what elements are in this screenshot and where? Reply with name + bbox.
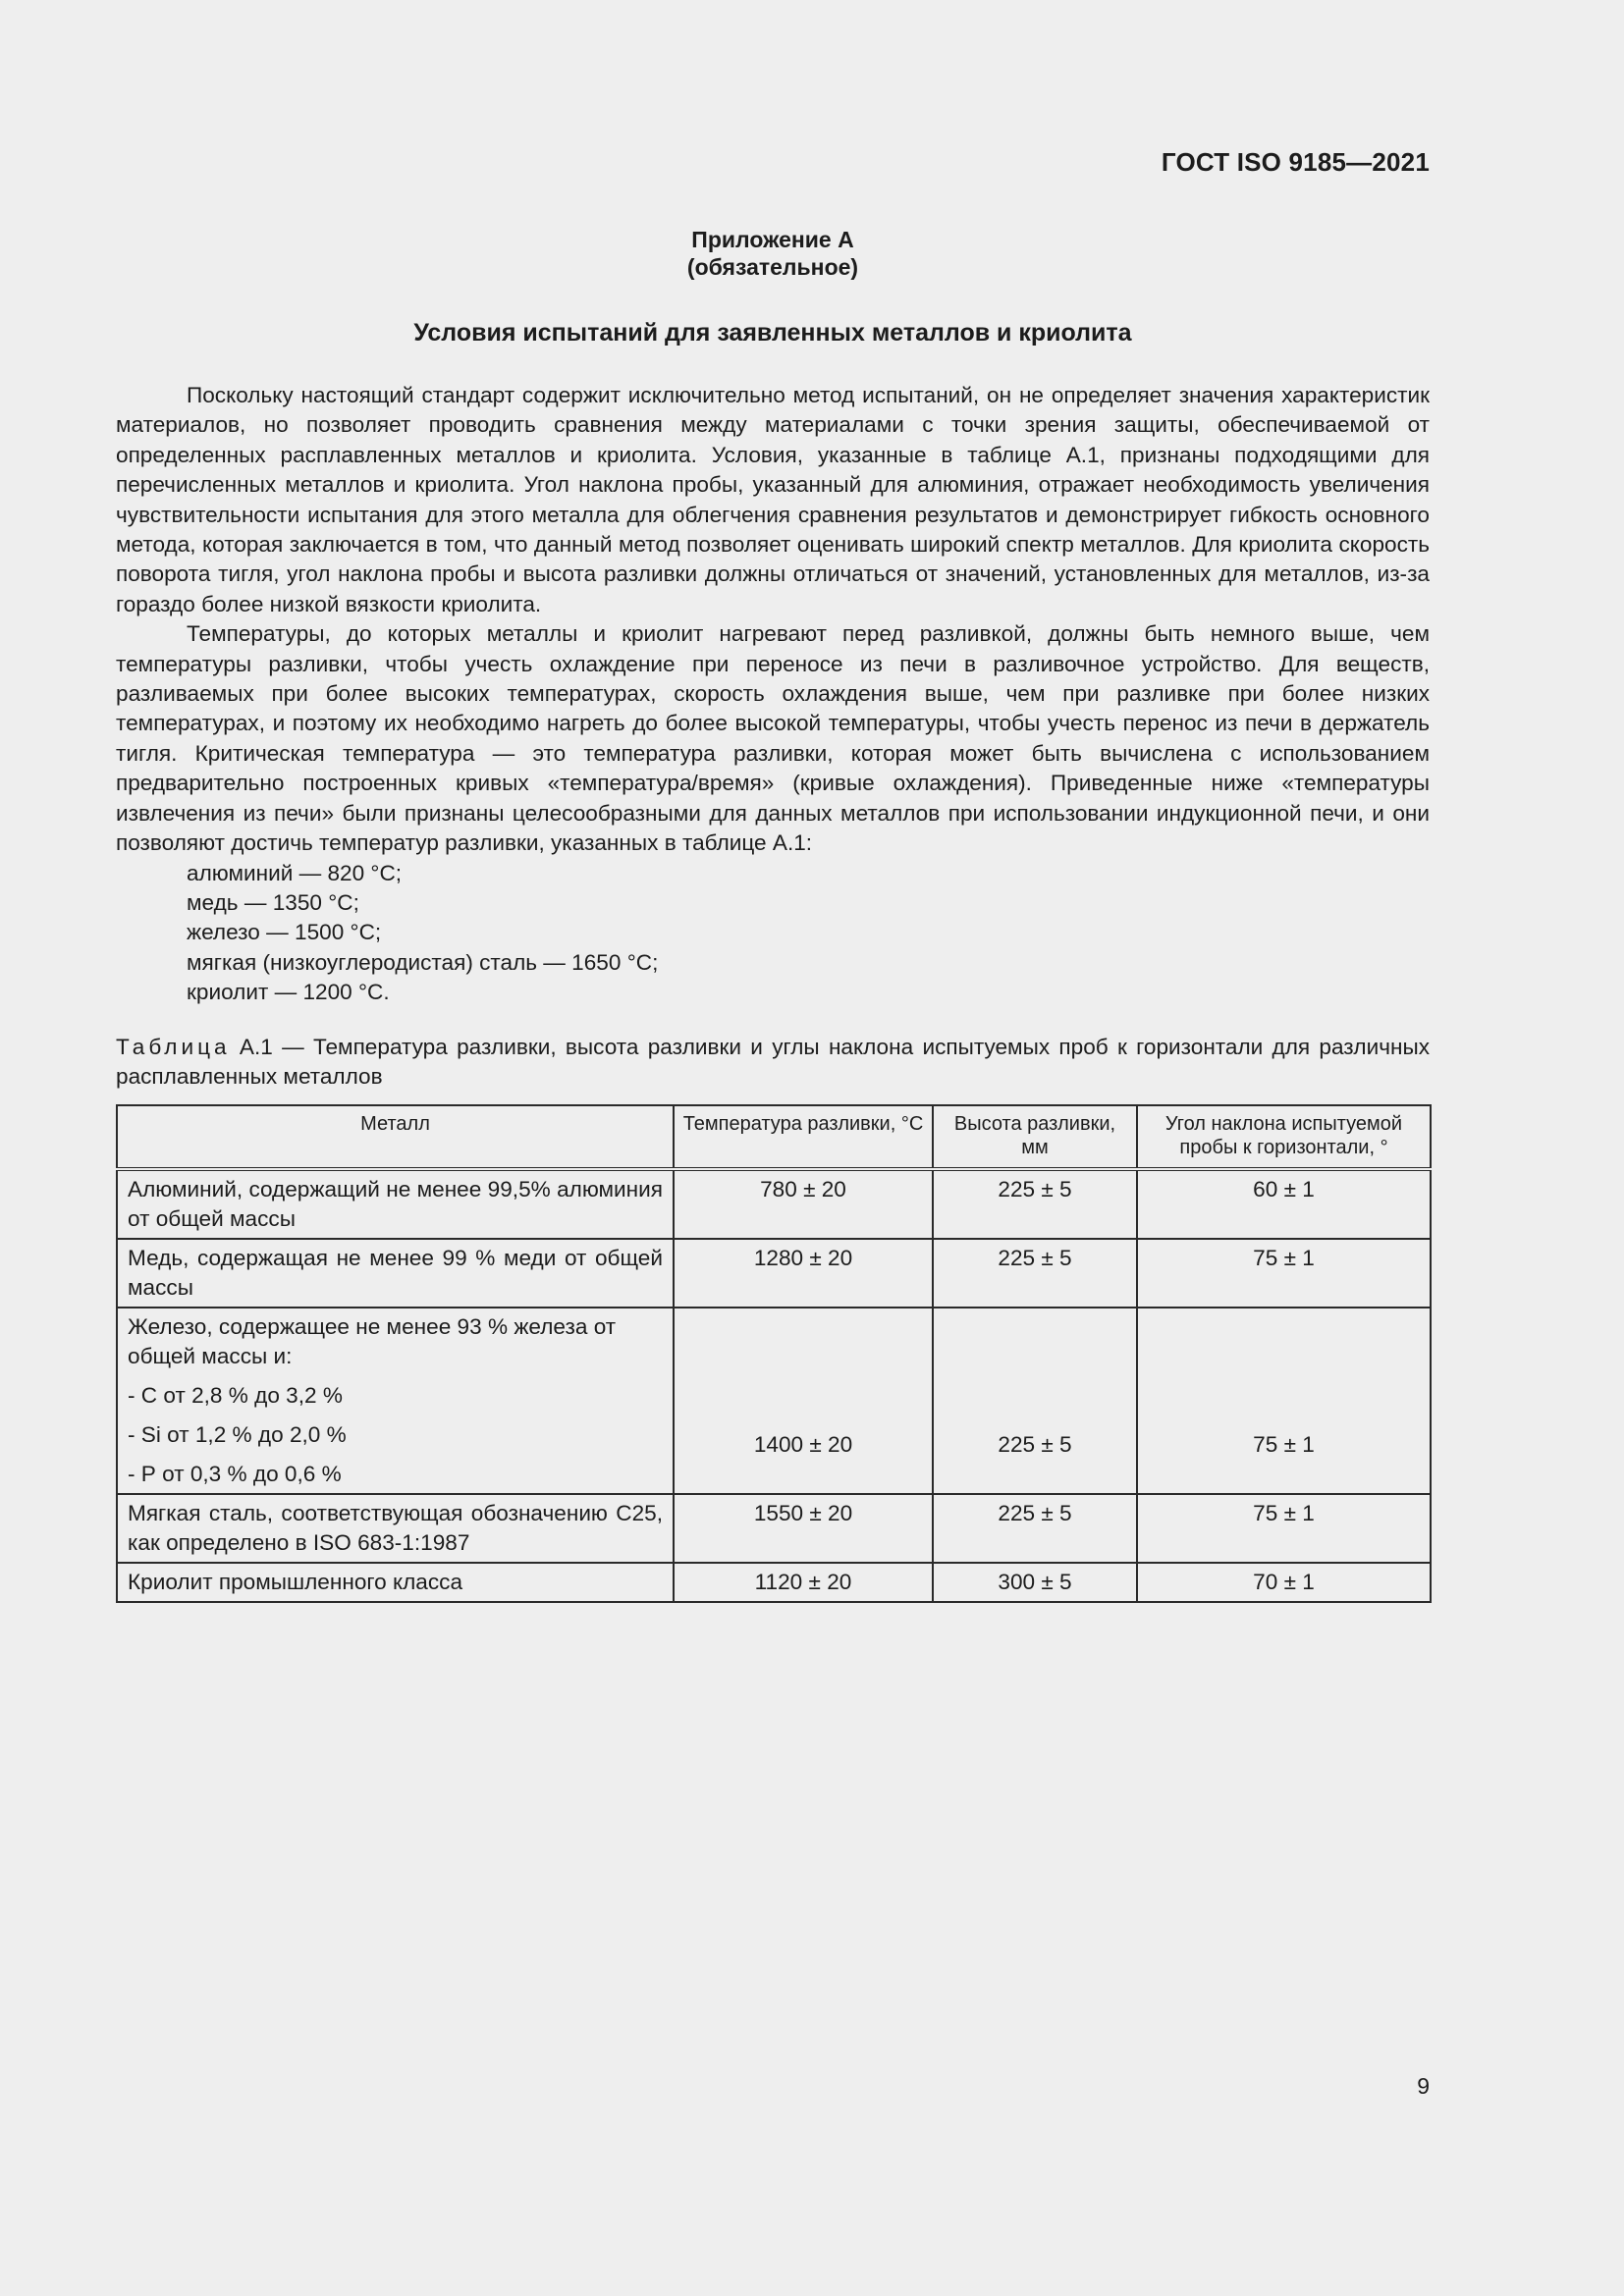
cell-temperature: 1120 ± 20	[674, 1563, 933, 1602]
document-id: ГОСТ ISO 9185—2021	[1161, 147, 1430, 177]
table-row	[117, 1239, 1431, 1308]
annex-heading: Условия испытаний для заявленных металлов и криолита	[413, 319, 1132, 347]
list-item: алюминий — 820 °С;	[187, 860, 403, 885]
cell-metal: Медь, содержащая не менее 99 % меди от общей массы	[117, 1239, 674, 1308]
annex-status: (обязательное)	[686, 254, 859, 280]
cell-temperature: 1280 ± 20	[674, 1239, 933, 1308]
list-item: мягкая (низкоуглеродистая) сталь — 1650 °С;	[187, 949, 659, 975]
cell-metal: Мягкая сталь, соответствующая обозначению С25, как определено в ISO 683-1:1987	[117, 1494, 674, 1563]
table-row	[117, 1563, 1431, 1602]
composition-line: - Р от 0,3 % до 0,6 %	[128, 1462, 342, 1486]
pouring-conditions-table	[116, 1104, 1432, 1603]
header-pouring-temperature: Температура разливки, °С	[674, 1105, 933, 1169]
cell-temperature: 780 ± 20	[674, 1169, 933, 1239]
cell-angle: 60 ± 1	[1137, 1169, 1431, 1239]
table-caption	[116, 1033, 1430, 1092]
cell-metal	[117, 1308, 674, 1494]
cell-angle: 75 ± 1	[1137, 1239, 1431, 1308]
cell-metal: Криолит промышленного класса	[117, 1563, 674, 1602]
list-item: медь — 1350 °С;	[187, 889, 359, 915]
cell-angle: 75 ± 1	[1137, 1308, 1431, 1494]
paragraph-2: Температуры, до которых металлы и криолит нагревают перед разливкой, должны быть немного выше, чем температуры разливки, чтобы учесть охлаждение при переносе из печи в разливочное устройство. Для веществ, разливаемых при более высоких температурах, скорость охлаждения выше, чем при разливке при более низких температурах, и поэтому их необходимо нагреть до более высокой температуры, чтобы учесть перенос из печи в держатель тигля. Критическая температура — это температура разливки, которая может быть вычислена с использованием предварительно построенных кривых «температура/время» (кривые охлаждения). Приведенные ниже «температуры извлечения из печи» были признаны целесообразными для данных металлов при использовании индукционной печи, и они позволяют достичь температур разливки, указанных в таблице А.1:	[116, 621, 1430, 856]
annex-title: Приложение А	[691, 227, 854, 252]
body-text	[116, 381, 1430, 1008]
document-page	[116, 0, 1430, 2296]
table-row	[117, 1308, 1431, 1494]
cell-height: 225 ± 5	[933, 1494, 1137, 1563]
table-header-row	[117, 1105, 1431, 1169]
cell-angle: 75 ± 1	[1137, 1494, 1431, 1563]
cell-height: 225 ± 5	[933, 1239, 1137, 1308]
table-row	[117, 1169, 1431, 1239]
table-caption-label: Таблица	[116, 1035, 231, 1059]
cell-angle: 70 ± 1	[1137, 1563, 1431, 1602]
cell-temperature: 1400 ± 20	[674, 1308, 933, 1494]
header-tilt-angle: Угол наклона испытуемой пробы к горизонтали, °	[1137, 1105, 1431, 1169]
cell-metal-main: Железо, содержащее не менее 93 % железа от общей массы и:	[128, 1314, 617, 1368]
cell-height: 225 ± 5	[933, 1169, 1137, 1239]
table-caption-text: А.1 — Температура разливки, высота разливки и углы наклона испытуемых проб к горизонтали для различных расплавленных металлов	[116, 1035, 1430, 1089]
header-pouring-height: Высота разливки, мм	[933, 1105, 1137, 1169]
list-item: железо — 1500 °С;	[187, 920, 382, 945]
cell-height: 225 ± 5	[933, 1308, 1137, 1494]
paragraph-1: Поскольку настоящий стандарт содержит исключительно метод испытаний, он не определяет значения характеристик материалов, но позволяет проводить сравнения между материалами с точки зрения защиты, обеспечиваемой от определенных расплавленных металлов и криолита. Условия, указанные в таблице А.1, признаны подходящими для перечисленных металлов и криолита. Угол наклона пробы, указанный для алюминия, отражает необходимость увеличения чувствительности испытания для этого металла для облегчения сравнения результатов и демонстрирует гибкость основного метода, которая заключается в том, что данный метод позволяет оценивать широкий спектр металлов. Для криолита скорость поворота тигля, угол наклона пробы и высота разливки должны отличаться от значений, установленных для металлов, из-за гораздо более низкой вязкости криолита.	[116, 383, 1430, 616]
table-row	[117, 1494, 1431, 1563]
composition-line: - Si от 1,2 % до 2,0 %	[128, 1422, 347, 1447]
composition-line: - С от 2,8 % до 3,2 %	[128, 1383, 343, 1408]
cell-metal: Алюминий, содержащий не менее 99,5% алюминия от общей массы	[117, 1169, 674, 1239]
cell-temperature: 1550 ± 20	[674, 1494, 933, 1563]
header-metal: Металл	[117, 1105, 674, 1169]
page-number: 9	[1417, 2073, 1430, 2099]
cell-height: 300 ± 5	[933, 1563, 1137, 1602]
list-item: криолит — 1200 °С.	[187, 980, 390, 1005]
annex-header	[116, 226, 1430, 281]
